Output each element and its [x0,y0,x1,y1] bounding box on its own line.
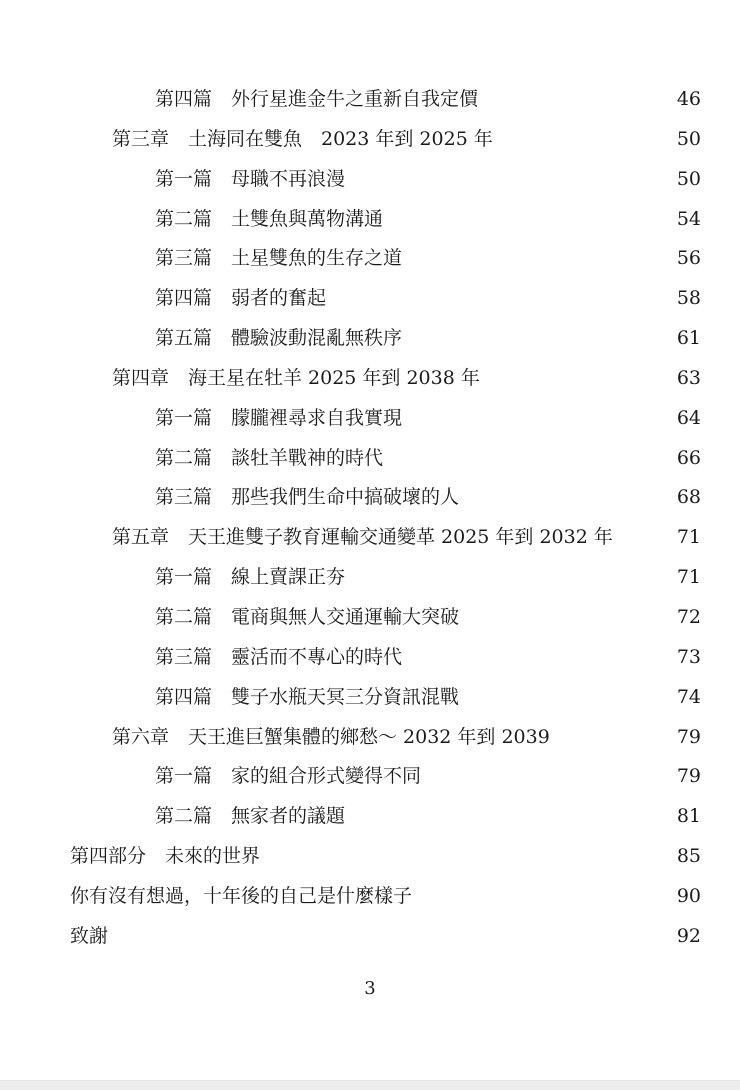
toc-entry-page-number: 85 [676,845,701,868]
toc-entry-page-number: 66 [676,446,701,469]
toc-entry-page-number: 68 [676,486,701,509]
toc-entry-page-number: 50 [676,127,701,150]
toc-entry-page-number: 90 [676,884,701,907]
toc-section-entry[interactable] [0,598,740,638]
toc-part-entry[interactable] [0,837,740,877]
toc-section-entry[interactable] [0,638,740,678]
toc-section-entry[interactable] [0,279,740,319]
toc-part-entry[interactable] [0,877,740,917]
toc-entry-page-number: 73 [676,645,701,668]
toc-entry-title: 第一篇 線上賣課正夯 [155,566,346,589]
toc-entry-title: 第六章 天王進巨蟹集體的鄉愁～ 2032 年到 2039 [112,725,550,748]
toc-entry-title: 第二篇 談牡羊戰神的時代 [155,446,384,469]
toc-section-entry[interactable] [0,319,740,359]
toc-chapter-entry[interactable] [0,718,740,758]
toc-entry-title: 第四部分 未來的世界 [70,845,261,868]
toc-entry-title: 第四篇 雙子水瓶天冥三分資訊混戰 [155,685,460,708]
toc-entry-title: 第二篇 無家者的議題 [155,805,346,828]
toc-entry-page-number: 54 [676,207,701,230]
toc-entry-page-number: 61 [676,327,701,350]
toc-entry-page-number: 71 [676,566,701,589]
toc-entry-page-number: 79 [676,725,701,748]
toc-section-entry[interactable] [0,558,740,598]
toc-entry-title: 第四章 海王星在牡羊 2025 年到 2038 年 [112,366,480,389]
toc-section-entry[interactable] [0,478,740,518]
toc-entry-page-number: 64 [676,406,701,429]
toc-entry-page-number: 71 [676,526,701,549]
toc-section-entry[interactable] [0,160,740,200]
toc-entry-title: 第三篇 土星雙魚的生存之道 [155,247,403,270]
toc-entry-page-number: 79 [676,765,701,788]
toc-entry-title: 你有沒有想過，十年後的自己是什麼樣子 [70,884,413,907]
toc-entry-title: 第五篇 體驗波動混亂無秩序 [155,327,403,350]
toc-entry-title: 第一篇 朦朧裡尋求自我實現 [155,406,403,429]
toc-section-entry[interactable] [0,200,740,240]
toc-chapter-entry[interactable] [0,120,740,160]
toc-entry-title: 第一篇 母職不再浪漫 [155,167,346,190]
toc-section-entry[interactable] [0,239,740,279]
toc-entry-page-number: 58 [676,287,701,310]
toc-chapter-entry[interactable] [0,518,740,558]
toc-entry-title: 第四篇 外行星進金牛之重新自我定價 [155,88,479,110]
toc-entry-page-number: 72 [676,605,701,628]
toc-entry-title: 第五章 天王進雙子教育運輸交通變革 2025 年到 2032 年 [112,526,613,549]
toc-entry-title: 第二篇 電商與無人交通運輸大突破 [155,605,460,628]
toc-entry-title: 第三章 土海同在雙魚 2023 年到 2025 年 [112,127,493,150]
page-number: 3 [364,978,376,999]
toc-section-entry[interactable] [0,439,740,479]
toc-section-entry[interactable] [0,80,740,120]
toc-entry-title: 第四篇 弱者的奮起 [155,287,327,310]
toc-section-entry[interactable] [0,757,740,797]
toc-entry-title: 第三篇 那些我們生命中搞破壞的人 [155,486,460,509]
toc-section-entry[interactable] [0,399,740,439]
toc-chapter-entry[interactable] [0,359,740,399]
toc-section-entry[interactable] [0,797,740,837]
toc-section-entry[interactable] [0,678,740,718]
toc-entry-page-number: 46 [676,88,701,110]
toc-entry-page-number: 81 [676,805,701,828]
toc-entry-title: 第一篇 家的組合形式變得不同 [155,765,422,788]
toc-part-entry[interactable] [0,917,740,957]
toc-entry-page-number: 74 [676,685,701,708]
table-of-contents [0,80,740,957]
toc-entry-title: 致謝 [70,924,109,947]
toc-entry-page-number: 56 [676,247,701,270]
toc-entry-title: 第三篇 靈活而不專心的時代 [155,645,403,668]
toc-entry-page-number: 63 [676,366,701,389]
toc-entry-page-number: 92 [676,924,701,947]
toc-entry-page-number: 50 [676,167,701,190]
toc-entry-title: 第二篇 土雙魚與萬物溝通 [155,207,384,230]
